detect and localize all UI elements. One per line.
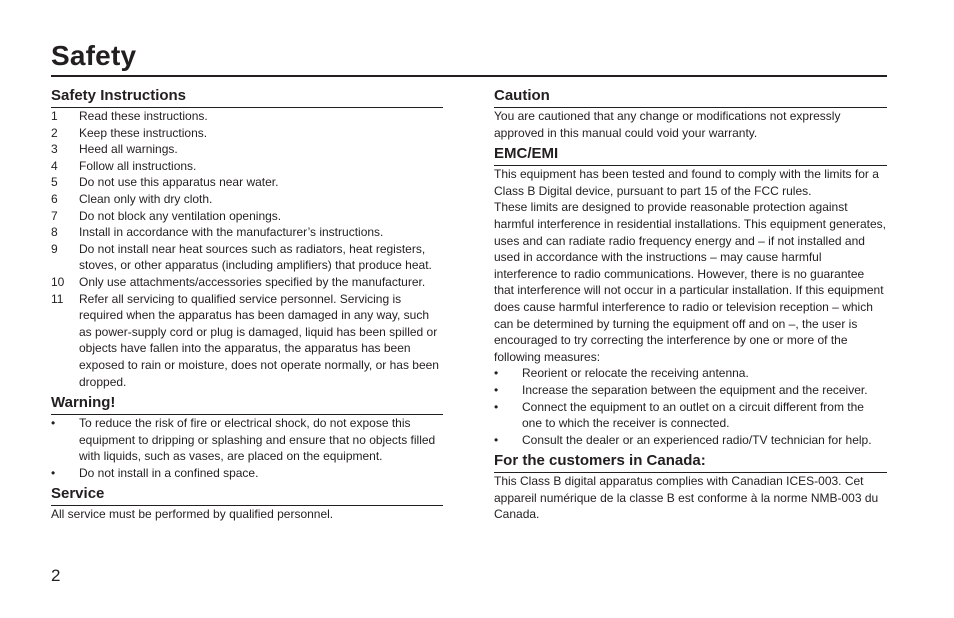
item-number: 2 <box>51 125 58 140</box>
item-text: Do not install near heat sources such as radiators, heat registers, stoves, or other apparatus (including amplifiers) that produce heat. <box>79 241 432 273</box>
item-number: 5 <box>51 175 58 190</box>
safety-instructions-list <box>51 108 443 390</box>
emc-heading: EMC/EMI <box>494 144 887 166</box>
page-number: 2 <box>51 566 61 585</box>
item-number: 3 <box>51 142 58 157</box>
service-section <box>51 484 443 523</box>
warning-section <box>51 393 443 481</box>
bullet: • <box>494 382 499 397</box>
right-column <box>494 86 887 523</box>
list-item <box>494 365 887 382</box>
list-item <box>51 291 443 391</box>
list-item <box>51 108 443 125</box>
list-item <box>51 224 443 241</box>
service-text: All service must be performed by qualified personnel. <box>51 507 334 522</box>
service-heading: Service <box>51 484 443 506</box>
list-item <box>494 432 887 449</box>
item-number: 1 <box>51 109 58 123</box>
emc-measures-list <box>494 365 887 448</box>
warning-list <box>51 415 443 481</box>
item-number: 6 <box>51 191 58 206</box>
item-number: 11 <box>51 291 64 306</box>
item-text: Only use attachments/accessories specified by the manufacturer. <box>79 274 426 289</box>
item-number: 9 <box>51 241 58 256</box>
list-item <box>51 158 443 175</box>
title-divider <box>51 75 887 77</box>
list-item <box>51 208 443 225</box>
item-number: 7 <box>51 208 58 223</box>
emc-paragraph-1: This equipment has been tested and found to comply with the limits for a Class B Digital device, pursuant to part 15 of the FCC rules. <box>494 167 879 198</box>
item-number: 4 <box>51 158 58 173</box>
item-text: Keep these instructions. <box>79 125 208 140</box>
item-text: Connect the equipment to an outlet on a circuit different from the one to which the receiver is connected. <box>522 399 864 431</box>
safety-instructions-section <box>51 86 443 390</box>
emc-section <box>494 144 887 448</box>
list-item <box>51 141 443 158</box>
item-text: Do not install in a confined space. <box>79 465 259 480</box>
bullet: • <box>494 366 499 381</box>
bullet: • <box>51 416 56 431</box>
bullet: • <box>51 465 56 480</box>
item-number: 10 <box>51 274 65 289</box>
list-item <box>51 191 443 208</box>
item-text: Heed all warnings. <box>79 142 178 157</box>
caution-section <box>494 86 887 141</box>
item-text: Refer all servicing to qualified service personnel. Servicing is required when the apparatus has been damaged in any way, such as power-supply cord or plug is damaged, liquid has been spilled or objects have fallen into the apparatus, the apparatus has been exposed to rain or moisture, does not operate normally, or has been dropped. <box>79 291 439 389</box>
list-item <box>51 465 443 482</box>
caution-text: You are cautioned that any change or modifications not expressly approved in this manual could void your warranty. <box>494 109 841 140</box>
item-text: Clean only with dry cloth. <box>79 191 213 206</box>
safety-instructions-heading: Safety Instructions <box>51 86 443 108</box>
list-item <box>494 399 887 432</box>
canada-text: This Class B digital apparatus complies with Canadian ICES-003. Cet appareil numérique de la classe B est conforme à la norme NMB-003 du Canada. <box>494 474 879 522</box>
item-text: Do not use this apparatus near water. <box>79 175 279 190</box>
list-item <box>51 125 443 142</box>
list-item <box>494 382 887 399</box>
item-text: To reduce the risk of fire or electrical shock, do not expose this equipment to dripping or splashing and ensure that no objects filled with liquids, such as vases, are placed on the equipment. <box>79 416 436 464</box>
list-item <box>51 241 443 274</box>
page-title: Safety <box>51 40 137 71</box>
list-item <box>51 174 443 191</box>
caution-heading: Caution <box>494 86 887 108</box>
bullet: • <box>494 399 499 414</box>
item-text: Follow all instructions. <box>79 158 197 173</box>
emc-paragraph-2: These limits are designed to provide reasonable protection against harmful interference in residential installations. This equipment generates, uses and can radiate radio frequency energy and – if not installed and used in accordance with the instructions – may cause harmful interference to radio communications. However, there is no guarantee that interference will not occur in a particular installation. If this equipment does cause harmful interference to radio or television reception – which can be determined by turning the equipment off and on –, the user is encouraged to try correcting the interference by one or more of the following measures: <box>494 200 886 364</box>
item-text: Read these instructions. <box>79 109 208 123</box>
item-text: Reorient or relocate the receiving antenna. <box>522 366 749 381</box>
item-text: Install in accordance with the manufacturer’s instructions. <box>79 225 384 240</box>
item-number: 8 <box>51 225 58 240</box>
item-text: Increase the separation between the equipment and the receiver. <box>522 382 868 397</box>
item-text: Consult the dealer or an experienced radio/TV technician for help. <box>522 432 872 447</box>
left-column <box>51 86 443 523</box>
item-text: Do not block any ventilation openings. <box>79 208 282 223</box>
canada-section <box>494 451 887 523</box>
canada-heading: For the customers in Canada: <box>494 451 887 473</box>
bullet: • <box>494 432 499 447</box>
list-item <box>51 415 443 465</box>
warning-heading: Warning! <box>51 393 443 415</box>
list-item <box>51 274 443 291</box>
